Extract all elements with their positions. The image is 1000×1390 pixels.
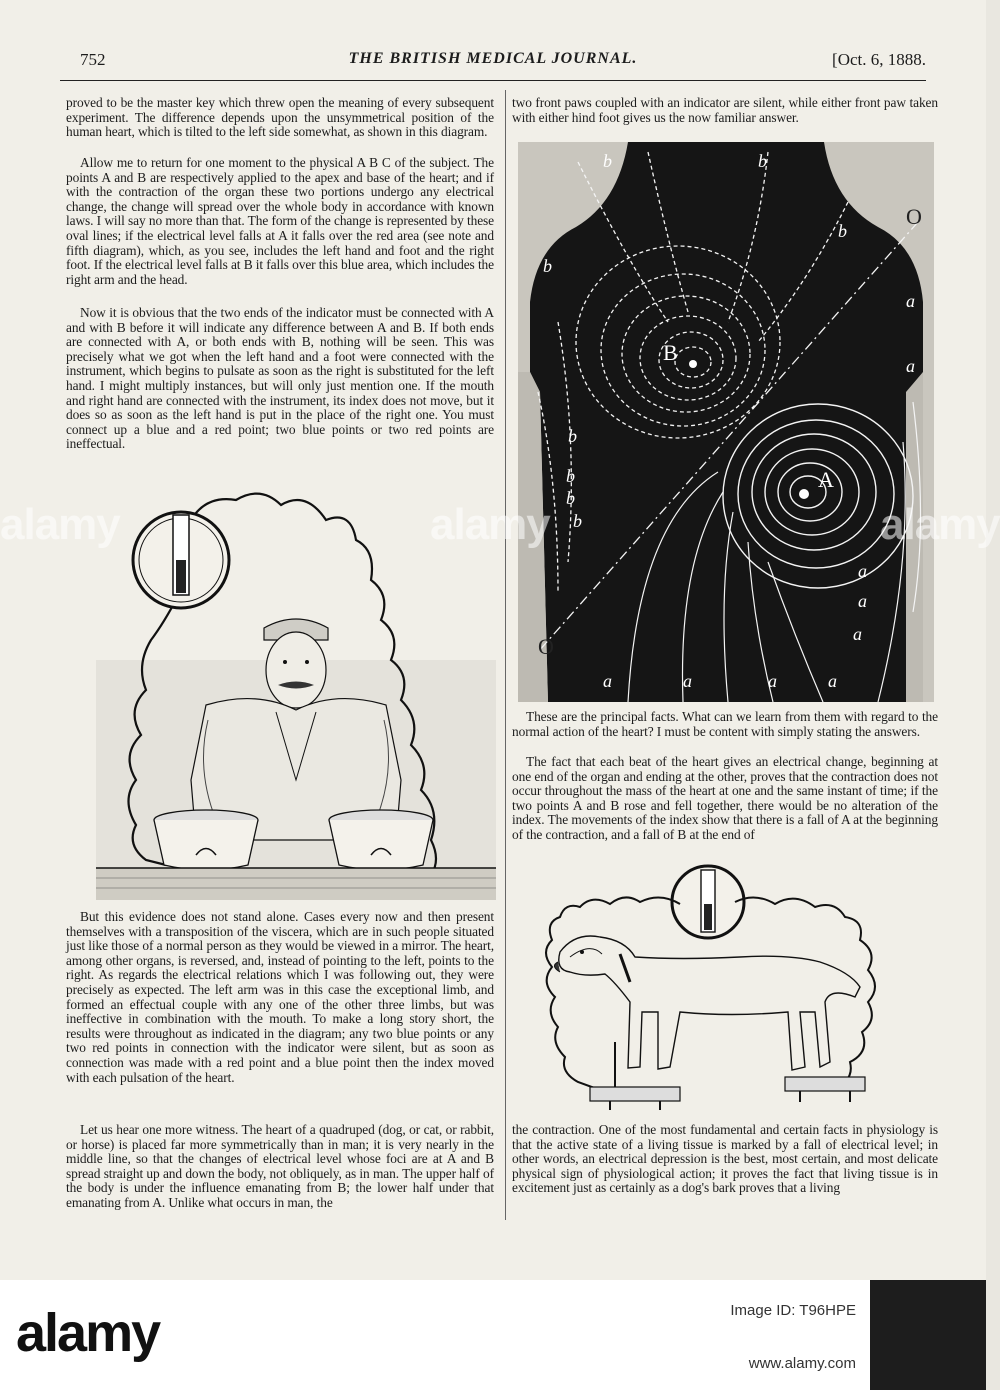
label-a: a [683,671,692,691]
label-b: b [566,488,575,508]
right-paragraph-2: These are the principal facts. What can we learn from them with regard to the normal action of the heart? I must be content with simply stating the answers. [512,709,938,739]
left-paragraph-1: proved to be the master key which threw open the meaning of every subsequent experiment. The difference depends upon the unsymmetrical position of the human heart, which is tilted to the left side somewhat, as shown in this diagram. [66,95,494,140]
journal-title: THE BRITISH MEDICAL JOURNAL. [348,50,638,67]
page-number: 752 [80,50,106,69]
label-b: b [573,511,582,531]
label-b: b [838,221,847,241]
label-a: a [858,591,867,611]
label-a: a [603,671,612,691]
footer-image-id: Image ID: T96HPE [730,1302,856,1319]
watermark: alamy [880,500,1000,549]
basin-right-icon [329,810,433,870]
label-a: a [828,671,837,691]
label-O-top: O [906,204,922,229]
column-divider [505,90,506,1220]
left-paragraph-5: Let us hear one more witness. The heart of a quadruped (dog, or cat, or rabbit, or horse) is placed far more symmetrically than in man; it is very nearly in the middle line, so that the changes of electrical level whose foci are at A and B spread straight up and down the body, not obliquely, as in man. The upper half of the body is under the influence emanating from B; the lower half under that emanating from A. Unlike what occurs in man, the [66,1122,494,1210]
left-paragraph-4: But this evidence does not stand alone. Cases every now and then present themselves with a transposition of the viscera, which are in such people situated just like those of a normal person as they would be viewed in a mirror. The heart, among other organs, is reversed, and, instead of pointing to the left, points to the right. As regards the electrical relations which I was following out, they were precisely as expected. The left arm was in this case the exceptional limb, and formed an effectual couple with any one of the other three limbs, but was ineffective in combination with the mouth. To make a long story short, the results were throughout as indicated in the diagram; any two blue points or any two red points in connection with the indicator were silent, but as soon as connection was made with a red point and a blue point then the index moved with each pulsation of the heart. [66,909,494,1085]
label-b: b [568,426,577,446]
footer-site: www.alamy.com [748,1355,856,1372]
left-paragraph-3: Now it is obvious that the two ends of the indicator must be connected with A and with B before it will indicate any difference between A and B. If both ends are connected with A, or both ends with B, nothing will be seen. This was precisely what we got when the left hand and a foot were connected with the instrument, which begins to pulsate as soon as the right is substituted for the left hand. I might multiply instances, but will only just mention one. If the mouth and right hand are connected with the instrument, its index does not move, but it does so as soon as the left hand is put in the place of the right one. You must connect up a blue and a red point; two blue points or two red points are ineffectual. [66,305,494,452]
label-O-bottom: O [538,634,554,659]
dog-illustration [554,936,860,1070]
issue-date: [Oct. 6, 1888. [832,50,926,69]
watermark: alamy [0,500,120,549]
left-paragraph-2: Allow me to return for one moment to the physical A B C of the subject. The points A and B are respectively applied to the apex and base of the heart; and if with the contraction of the organ these two portions undergo any electrical change, the change will spread over the whole body in accordance with known laws. I will say no more than that. The form of the change is represented by these oval lines; if the electrical level falls at A it falls over the red area (see note and fifth diagram), which, as you see, includes the left hand and foot and the right foot. If the electrical level falls at B it falls over this blue area, which includes the right arm and the head. [66,155,494,287]
footer-sidebar [870,1280,986,1390]
right-paragraph-4: the contraction. One of the most fundamental and certain facts in physiology is that the active state of a living tissue is marked by a fall of electrical level; in other words, an electrical depression is the best, most certain, and most delicate physical sign of physiological action; it proves the fact that living tissue is in excitement just as certainly as a dog's bark proves that a living [512,1122,938,1196]
label-b: b [566,466,575,486]
label-b: b [603,151,612,171]
header-rule [60,80,926,81]
right-paragraph-1: two front paws coupled with an indicator are silent, while either front paw taken with either hind foot gives us the now familiar answer. [512,95,938,125]
label-a: a [906,356,915,376]
point-A-marker [799,489,809,499]
label-b: b [543,256,552,276]
right-paragraph-3: The fact that each beat of the heart gives an electrical change, beginning at one end of the organ and ending at the other, proves that the contraction does not occur throughout the mass of the heart at one and the same instant of time; if the two points A and B rose and fell together, there would be no alteration of the index. The movements of the index show that there is a fall of A at the beginning of the contraction, and a fall of B at the end of [512,754,938,842]
stock-footer [0,1280,986,1390]
label-a: a [858,561,867,581]
dog-figure [530,862,910,1127]
man-illustration [191,619,401,840]
footer-logo: alamy [16,1303,160,1363]
label-a: a [853,624,862,644]
watermark: alamy [430,500,550,549]
label-B: B [663,340,678,365]
stand-right-icon [785,1077,865,1102]
label-a: a [768,671,777,691]
galvanometer-icon [133,512,229,608]
label-b: b [758,151,767,171]
basin-left-icon [154,810,258,870]
torso-electrical-diagram [518,142,934,702]
point-B-marker [689,360,697,368]
label-A: A [818,467,834,492]
page-header [60,50,926,74]
galvanometer-icon [672,866,744,938]
label-a: a [906,291,915,311]
